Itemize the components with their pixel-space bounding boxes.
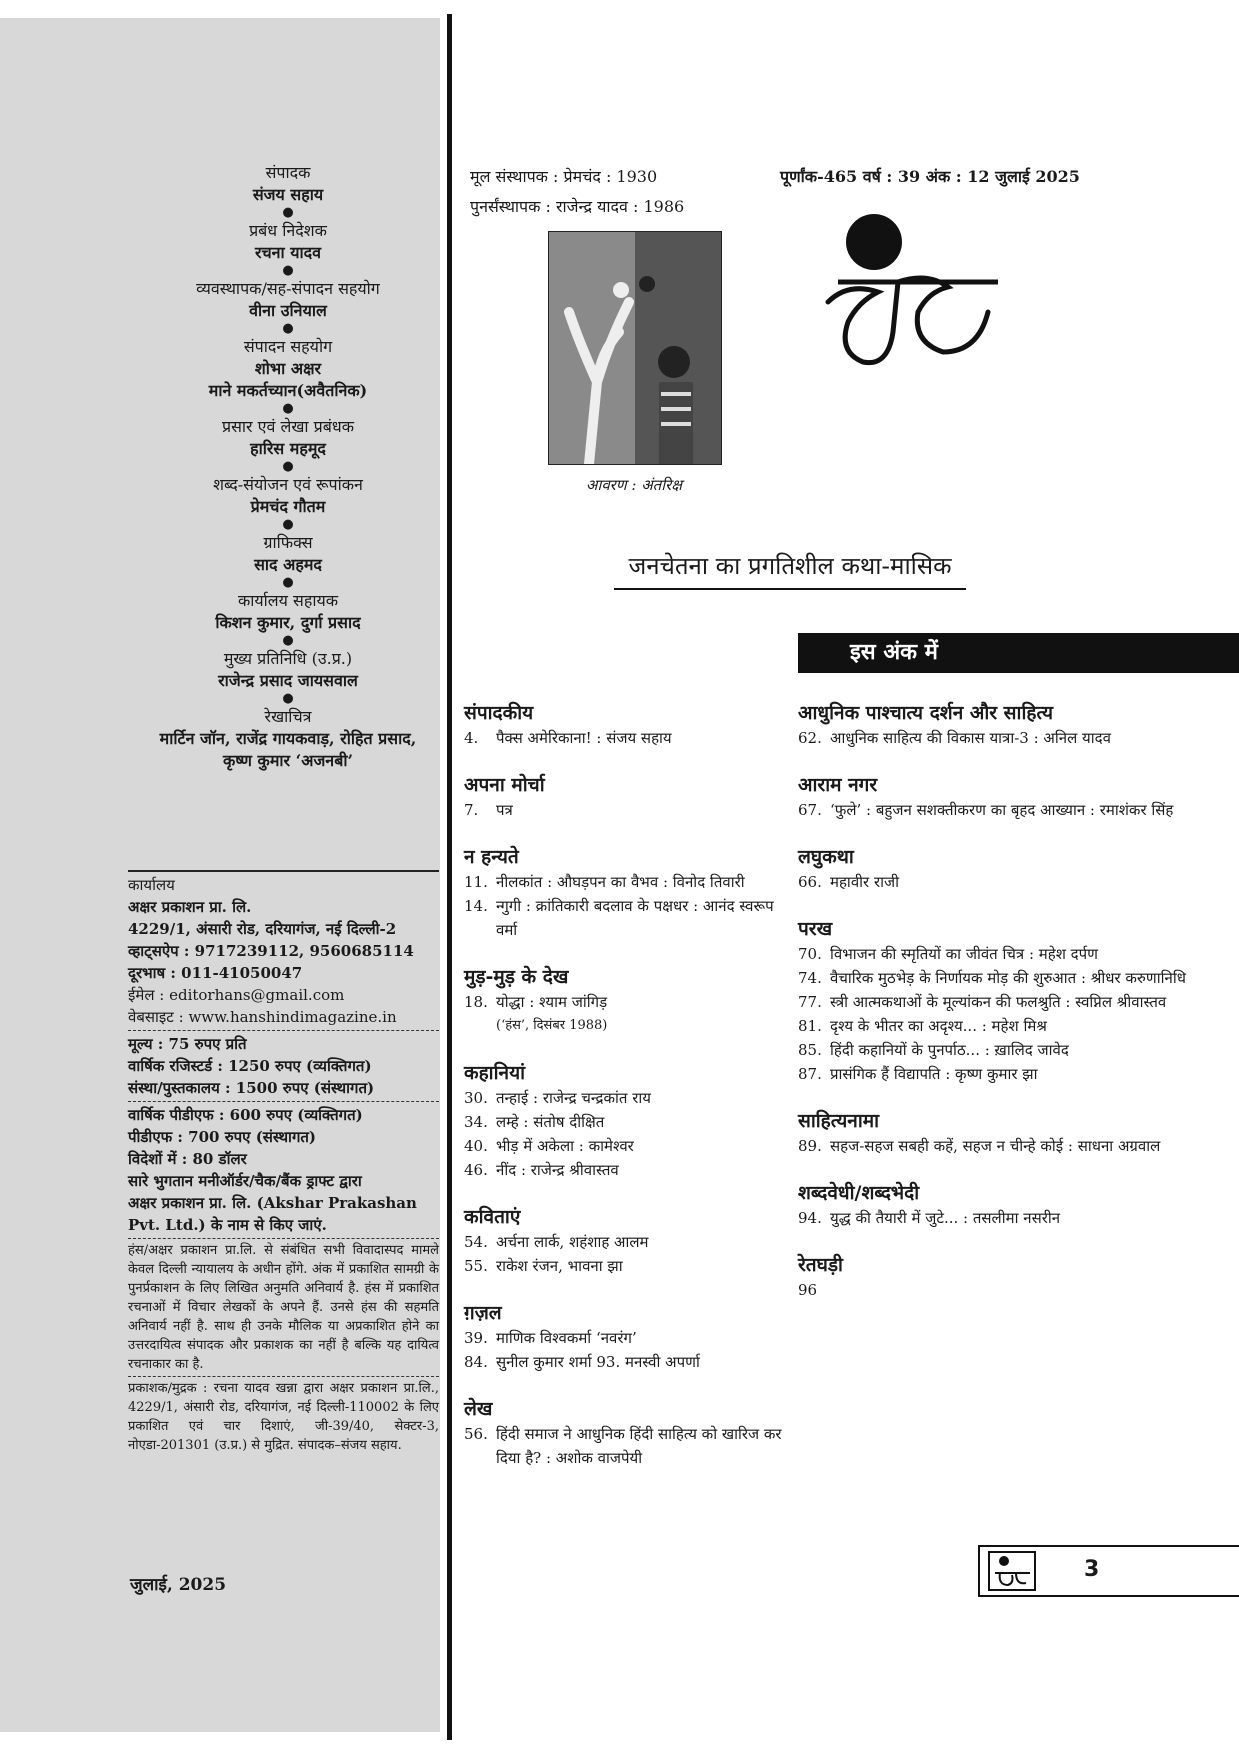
toc-entry[interactable] [798, 726, 1218, 750]
toc-title: दृश्य के भीतर का अदृश्य... : महेश मिश्र [830, 1017, 1047, 1035]
toc-entry[interactable] [464, 1110, 794, 1134]
founder-line: मूल संस्थापक : प्रेमचंद : 1930 [470, 167, 658, 186]
toc-title: भीड़ में अकेला : कामेश्वर [496, 1137, 634, 1155]
toc-title: युद्ध की तैयारी में जुटे... : तसलीमा नसरीन [830, 1209, 1061, 1227]
staff-name: शोभा अक्षर [254, 359, 322, 378]
toc-page-number: 85. [798, 1041, 822, 1059]
toc-page-number: 89. [798, 1137, 822, 1155]
office-info [128, 868, 439, 1455]
toc-entry[interactable] [464, 1158, 794, 1182]
bullet-separator: ● [282, 575, 294, 590]
office-address: 4229/1, अंसारी रोड, दरियागंज, नई दिल्ली-2 [128, 920, 397, 938]
toc-entry[interactable] [798, 1278, 1218, 1302]
toc-section-heading: आधुनिक पाश्चात्य दर्शन और साहित्य [798, 702, 1053, 724]
cover-caption: आवरण : अंतरिक्ष [585, 476, 683, 494]
office-website: वेबसाइट : www.hanshindimagazine.in [128, 1008, 397, 1026]
pdf-institution: पीडीएफ : 700 रुपए (संस्थागत) [128, 1128, 317, 1146]
staff-name: हारिस महमूद [250, 439, 326, 458]
toc-section-heading: रेतघड़ी [798, 1254, 843, 1276]
toc-page-number: 46. [464, 1161, 488, 1179]
toc-page-number: 34. [464, 1113, 488, 1131]
toc-entry[interactable] [798, 942, 1218, 966]
toc-page-number: 7. [464, 801, 479, 819]
toc-section-heading: न हन्यते [464, 846, 519, 868]
pdf-individual: वार्षिक पीडीएफ : 600 रुपए (व्यक्तिगत) [128, 1106, 363, 1124]
payment-line: सारे भुगतान मनीऑर्डर/चैक/बैंक ड्राफ्ट द्वारा [128, 1172, 362, 1190]
office-whatsapp: व्हाट्सऐप : 9717239112, 9560685114 [128, 942, 414, 960]
bullet-separator: ● [282, 691, 294, 706]
toc-entry[interactable] [798, 990, 1218, 1014]
toc-title: स्त्री आत्मकथाओं के मूल्यांकन की फलश्रुति : स्वप्निल श्रीवास्तव [830, 993, 1167, 1011]
toc-title: हिंदी समाज ने आधुनिक हिंदी साहित्य को खारिज कर दिया है? : अशोक वाजपेयी [496, 1425, 782, 1467]
toc-page-number: 14. [464, 897, 488, 915]
toc-title: सुनील कुमार शर्मा 93. मनस्वी अपर्णा [496, 1353, 700, 1371]
toc-title: प्रासंगिक हैं विद्यापति : कृष्ण कुमार झा [830, 1065, 1038, 1083]
staff-name: वीना उनियाल [249, 301, 327, 320]
staff-name: साद अहमद [254, 555, 322, 574]
toc-page-number: 55. [464, 1257, 488, 1275]
legal-notice: हंस/अक्षर प्रकाशन प्रा.लि. से संबंधित सभी विवादास्पद मामले केवल दिल्ली न्यायालय के अधीन होंगे. अंक में प्रकाशित सामग्री के पुनर्प्रकाशन के लिए लिखित अनुमति अनिवार्य है. हंस में प्रकाशित रचनाओं में विचार लेखकों के अपने हैं. उनसे हंस की सहमति अनिवार्य नहीं है. साथ ही उनके मौलिक या अप्रकाशित होने का उत्तरदायित्व संपादक और प्रकाशक का नहीं है बल्कि यह दायित्व रचनाकार का है. [128, 1243, 439, 1372]
toc-entry[interactable] [464, 1254, 794, 1278]
toc-entry[interactable] [464, 1230, 794, 1254]
toc-page-number: 96 [798, 1281, 818, 1299]
toc-section-heading: शब्दवेधी/शब्दभेदी [798, 1182, 920, 1204]
toc-title: राकेश रंजन, भावना झा [496, 1257, 623, 1275]
contents-banner: इस अंक में [798, 633, 1239, 673]
toc-page-number: 18. [464, 993, 488, 1011]
cover-illustration [549, 232, 721, 464]
toc-entry[interactable] [798, 798, 1218, 822]
toc-page-number: 77. [798, 993, 822, 1011]
divider [128, 1101, 439, 1102]
toc-section-heading: परख [798, 918, 833, 940]
staff-list [124, 162, 452, 772]
toc-title: वैचारिक मुठभेड़ के निर्णायक मोड़ की शुरुआत : श्रीधर करुणानिधि [830, 969, 1186, 987]
toc-page-number: 74. [798, 969, 822, 987]
toc-title: पैक्स अमेरिकाना! : संजय सहाय [496, 729, 672, 747]
tagline: जनचेतना का प्रगतिशील कथा-मासिक [614, 549, 966, 590]
toc-right-column [798, 700, 1218, 1302]
staff-name: राजेन्द्र प्रसाद जायसवाल [218, 671, 358, 690]
toc-entry[interactable] [798, 1014, 1218, 1038]
staff-name: माने मकर्तच्यान(अवैतनिक) [208, 381, 368, 400]
toc-entry[interactable] [798, 966, 1218, 990]
staff-name: कृष्ण कुमार ‘अजनबी’ [222, 751, 354, 770]
toc-entry[interactable] [464, 1350, 794, 1374]
refounder-line: पुनर्संस्थापक : राजेन्द्र यादव : 1986 [470, 197, 685, 216]
bullet-separator: ● [282, 459, 294, 474]
toc-page-number: 94. [798, 1209, 822, 1227]
divider [128, 1238, 439, 1239]
toc-page-number: 40. [464, 1137, 488, 1155]
staff-name: संजय सहाय [252, 185, 324, 204]
office-company: अक्षर प्रकाशन प्रा. लि. [128, 898, 252, 916]
toc-entry[interactable] [464, 894, 794, 942]
issue-info: पूर्णांक-465 वर्ष : 39 अंक : 12 जुलाई 2025 [780, 167, 1080, 186]
bullet-separator: ● [282, 321, 294, 336]
toc-page-number: 70. [798, 945, 822, 963]
toc-page-number: 87. [798, 1065, 822, 1083]
toc-left-column [464, 700, 794, 1470]
staff-role: रेखाचित्र [264, 707, 312, 726]
toc-section-heading: आराम नगर [798, 774, 878, 796]
bullet-separator: ● [282, 633, 294, 648]
staff-role: मुख्य प्रतिनिधि (उ.प्र.) [223, 649, 353, 668]
page-number-box [978, 1545, 1239, 1597]
toc-title [830, 1278, 1218, 1302]
bullet-separator: ● [282, 401, 294, 416]
toc-title: पत्र [496, 801, 513, 819]
price: मूल्य : 75 रुपए प्रति [128, 1035, 247, 1053]
toc-section-heading: लघुकथा [798, 846, 854, 868]
toc-entry[interactable] [798, 1134, 1218, 1158]
staff-role: प्रसार एवं लेखा प्रबंधक [221, 417, 355, 436]
staff-role: प्रबंध निदेशक [249, 221, 327, 240]
divider [128, 1030, 439, 1031]
staff-name: मार्टिन जॉन, राजेंद्र गायकवाड़, रोहित प्रसाद, [159, 729, 417, 748]
founders [470, 162, 684, 222]
payment-line: Pvt. Ltd.) के नाम से किए जाएं. [128, 1216, 327, 1234]
toc-title: ‘फुले’ : बहुजन सशक्तीकरण का बृहद आख्यान : रमाशंकर सिंह [830, 801, 1174, 819]
toc-page-number: 84. [464, 1353, 488, 1371]
cover-image [548, 231, 722, 465]
toc-entry[interactable] [798, 870, 1218, 894]
toc-title: योद्धा : श्याम जांगिड़ [496, 993, 608, 1011]
toc-page-number: 56. [464, 1425, 488, 1443]
toc-title: माणिक विश्वकर्मा ‘नवरंग’ [496, 1329, 637, 1347]
toc-page-number: 62. [798, 729, 822, 747]
staff-role: शब्द-संयोजन एवं रूपांकन [213, 475, 363, 494]
toc-page-number: 30. [464, 1089, 488, 1107]
toc-title: नीलकांत : औघड़पन का वैभव : विनोद तिवारी [496, 873, 745, 891]
toc-note: (‘हंस’, दिसंबर 1988) [496, 1018, 608, 1033]
toc-page-number: 67. [798, 801, 822, 819]
staff-role: कार्यालय सहायक [237, 591, 339, 610]
hans-logo [818, 212, 1008, 386]
toc-entry[interactable] [464, 798, 794, 822]
office-heading: कार्यालय [128, 876, 175, 894]
payment-line: अक्षर प्रकाशन प्रा. लि. (Akshar Prakashan [128, 1194, 417, 1212]
toc-title: विभाजन की स्मृतियों का जीवंत चित्र : महेश दर्पण [830, 945, 1099, 963]
toc-entry[interactable] [798, 1206, 1218, 1230]
toc-section-heading: अपना मोर्चा [464, 774, 545, 796]
toc-entry[interactable] [798, 1062, 1218, 1086]
toc-page-number: 66. [798, 873, 822, 891]
divider [128, 1376, 439, 1377]
toc-entry[interactable] [464, 990, 794, 1014]
staff-name: रचना यादव [254, 243, 322, 262]
staff-role: संपादन सहयोग [243, 337, 333, 356]
annual-institution: संस्था/पुस्तकालय : 1500 रुपए (संस्थागत) [128, 1079, 375, 1097]
office-phone: दूरभाष : 011-41050047 [128, 964, 303, 982]
toc-title: हिंदी कहानियों के पुनर्पाठ... : ख़ालिद जावेद [830, 1041, 1069, 1059]
toc-page-number: 81. [798, 1017, 822, 1035]
toc-page-number: 4. [464, 729, 479, 747]
toc-title: सहज-सहज सबही कहें, सहज न चीन्हे कोई : साधना अग्रवाल [830, 1137, 1161, 1155]
toc-title: महावीर राजी [830, 873, 899, 891]
toc-section-heading: लेख [464, 1398, 493, 1420]
staff-role: व्यवस्थापक/सह-संपादन सहयोग [196, 279, 380, 298]
toc-title: तन्हाई : राजेन्द्र चन्द्रकांत राय [496, 1089, 651, 1107]
bullet-separator: ● [282, 263, 294, 278]
bullet-separator: ● [282, 517, 294, 532]
staff-name: प्रेमचंद गौतम [250, 497, 326, 516]
toc-section-heading: ग़ज़ल [464, 1302, 502, 1324]
toc-page-number: 54. [464, 1233, 488, 1251]
toc-page-number: 39. [464, 1329, 488, 1347]
toc-section-heading: कहानियां [464, 1062, 526, 1084]
toc-entry[interactable] [464, 1134, 794, 1158]
toc-section-heading: संपादकीय [464, 702, 534, 724]
toc-title: न्गुगी : क्रांतिकारी बदलाव के पक्षधर : आनंद स्वरूप वर्मा [496, 897, 774, 939]
office-email: ईमेल : editorhans@gmail.com [128, 986, 345, 1004]
hans-small-logo-icon [988, 1551, 1036, 1591]
toc-section-heading: साहित्यनामा [798, 1110, 880, 1132]
staff-role: संपादक [265, 163, 311, 182]
toc-entry[interactable] [464, 1326, 794, 1350]
toc-entry[interactable] [464, 1086, 794, 1110]
toc-section-heading: कविताएं [464, 1206, 521, 1228]
annual-individual: वार्षिक रजिस्टर्ड : 1250 रुपए (व्यक्तिगत) [128, 1057, 372, 1075]
hans-logo-icon [818, 212, 1008, 382]
issue-date: जुलाई, 2025 [130, 1575, 227, 1595]
divider [128, 870, 439, 872]
toc-entry[interactable] [464, 1422, 794, 1470]
page-number: 3 [1084, 1557, 1100, 1582]
abroad-price: विदेशों में : 80 डॉलर [128, 1150, 247, 1168]
toc-entry[interactable] [464, 726, 794, 750]
toc-title: अर्चना लार्क, शहंशाह आलम [496, 1233, 649, 1251]
toc-title: लम्हे : संतोष दीक्षित [496, 1113, 605, 1131]
toc-entry[interactable] [464, 870, 794, 894]
toc-title: नींद : राजेन्द्र श्रीवास्तव [496, 1161, 619, 1179]
staff-name: किशन कुमार, दुर्गा प्रसाद [215, 613, 361, 632]
publisher-notice: प्रकाशक/मुद्रक : रचना यादव खन्ना द्वारा अक्षर प्रकाशन प्रा.लि., 4229/1, अंसारी रोड, दरियागंज, नई दिल्ली-110002 के लिए प्रकाशित एवं चार दिशाएं, जी-39/40, सेक्टर-3, नोएडा-201301 (उ.प्र.) से मुद्रित. संपादक–संजय सहाय. [128, 1381, 439, 1453]
toc-title: आधुनिक साहित्य की विकास यात्रा-3 : अनिल यादव [830, 729, 1111, 747]
bullet-separator: ● [282, 205, 294, 220]
toc-entry[interactable] [798, 1038, 1218, 1062]
staff-role: ग्राफिक्स [263, 533, 313, 552]
toc-page-number: 11. [464, 873, 488, 891]
toc-section-heading: मुड़-मुड़ के देख [464, 966, 569, 988]
